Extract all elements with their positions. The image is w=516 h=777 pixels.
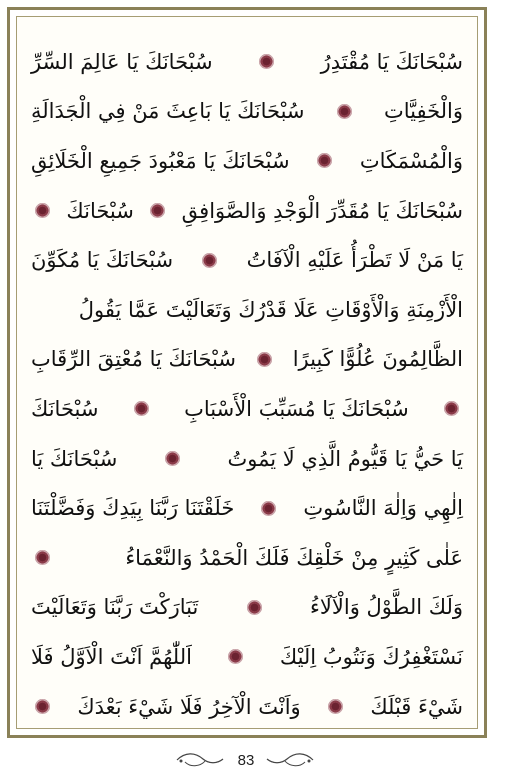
text-line	[31, 533, 463, 583]
text-segment: سُبْحَانَكَ يَا مَعْبُودَ جَمِيعِ الْخَلَائِقِ	[31, 148, 290, 173]
rose-separator-icon	[317, 153, 332, 168]
rose-separator-icon	[228, 649, 243, 664]
arabic-text-block	[31, 37, 463, 719]
rose-separator-icon	[257, 352, 272, 367]
text-line	[31, 186, 463, 236]
text-line	[31, 434, 463, 484]
text-segment: نَسْتَغْفِرُكَ وَنَتُوبُ اِلَيْكَ	[279, 644, 463, 669]
rose-separator-icon	[35, 550, 50, 565]
rose-separator-icon	[35, 203, 50, 218]
rose-separator-icon	[444, 401, 459, 416]
rose-separator-icon	[165, 451, 180, 466]
text-segment: الْأَزْمِنَةِ وَالْأَوْقَاتِ عَلَا قَدْرُكَ وَتَعَالَيْتَ عَمَّا يَقُولُ	[78, 297, 463, 322]
text-line	[31, 483, 463, 533]
text-segment: عَلٰى كَثِيرٍ مِنْ خَلْقِكَ فَلَكَ الْحَمْدُ وَالنَّعْمَاءُ	[125, 545, 463, 570]
text-segment: خَلَقْتَنَا رَبَّنَا بِيَدِكَ وَفَضَّلْتَنَا	[31, 496, 235, 521]
ornament-left-icon	[175, 750, 225, 770]
text-segment: الظَّالِمُونَ عُلُوًّا كَبِيرًا	[292, 347, 463, 372]
text-line	[31, 235, 463, 285]
text-line	[31, 335, 463, 385]
text-segment: اِلٰهِي وَاِلٰهَ النَّاسُوتِ	[303, 496, 463, 521]
text-segment: سُبْحَانَكَ يَا بَاعِثَ مَنْ فِي الْجَدَالَةِ	[31, 99, 305, 124]
rose-separator-icon	[35, 699, 50, 714]
text-segment: سُبْحَانَكَ يَا عَالِمَ السِّرِّ	[31, 49, 213, 74]
text-line	[31, 632, 463, 682]
rose-separator-icon	[259, 54, 274, 69]
page-number: 83	[237, 752, 255, 769]
rose-separator-icon	[150, 203, 165, 218]
text-segment: سُبْحَانَكَ يَا مُكَوِّنَ	[31, 248, 174, 273]
text-segment: يَا مَنْ لَا تَطْرَأُ عَلَيْهِ الْآفَاتُ	[246, 248, 463, 273]
text-segment: وَالْخَفِيَّاتِ	[383, 99, 463, 124]
rose-separator-icon	[328, 699, 343, 714]
text-segment: يَا حَيُّ يَا قَيُّومُ الَّذِي لَا يَمُوتُ	[227, 446, 463, 471]
text-segment: وَالْمُسْمَكَاتِ	[359, 148, 463, 173]
text-line	[31, 285, 463, 335]
text-segment: سُبْحَانَكَ يَا	[31, 446, 118, 471]
text-segment: سُبْحَانَكَ يَا مُسَبِّبَ الْأَسْبَابِ	[184, 396, 409, 421]
rose-separator-icon	[337, 104, 352, 119]
text-segment: سُبْحَانَكَ	[66, 198, 134, 223]
text-segment: تَبَارَكْتَ رَبَّنَا وَتَعَالَيْتَ	[31, 595, 199, 620]
text-segment: سُبْحَانَكَ يَا مُقَدِّرَ الْوَجْدِ وَالصَّوَافِقِ	[181, 198, 463, 223]
page-frame-outer	[7, 7, 487, 738]
text-segment: اَللّٰهُمَّ اَنْتَ الْاَوَّلُ فَلَا	[31, 644, 192, 669]
page-frame-inner	[16, 16, 478, 729]
text-segment: وَاَنْتَ الْآخِرُ فَلَا شَيْءَ بَعْدَكَ	[77, 694, 301, 719]
text-line	[31, 384, 463, 434]
rose-separator-icon	[261, 501, 276, 516]
rose-separator-icon	[202, 253, 217, 268]
text-line	[31, 87, 463, 137]
text-line	[31, 682, 463, 732]
text-segment: سُبْحَانَكَ	[31, 396, 99, 421]
text-segment: سُبْحَانَكَ يَا مُقْتَدِرُ	[320, 49, 463, 74]
text-segment: سُبْحَانَكَ يَا مُعْتِقَ الرِّقَابِ	[31, 347, 236, 372]
text-line	[31, 136, 463, 186]
text-line	[31, 37, 463, 87]
page-footer	[0, 746, 516, 776]
text-segment: وَلَكَ الطَّوْلُ وَالْآلَاءُ	[310, 595, 463, 620]
ornament-right-icon	[265, 750, 315, 770]
rose-separator-icon	[247, 600, 262, 615]
text-line	[31, 583, 463, 633]
text-segment: شَيْءَ قَبْلَكَ	[370, 694, 463, 719]
rose-separator-icon	[134, 401, 149, 416]
